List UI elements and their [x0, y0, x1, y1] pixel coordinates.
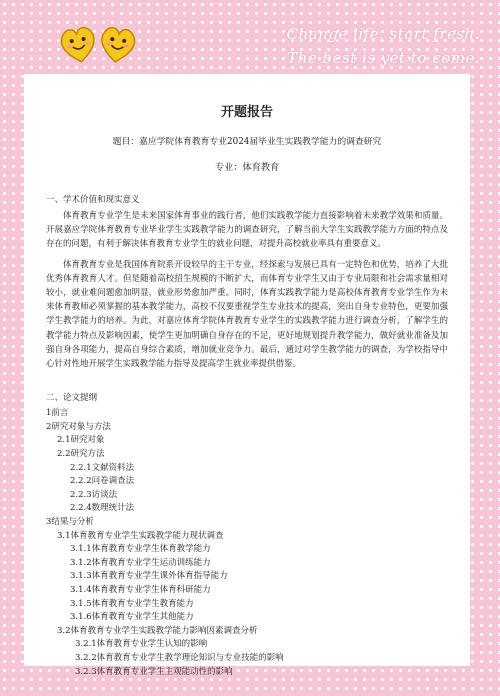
outline-item: 3.1.4体育教育专业学生体育科研能力	[70, 584, 211, 595]
outline-item: 2.2.1文献资料法	[70, 462, 135, 473]
banner-line-2: The best is yet to come.	[287, 49, 480, 67]
outline-item: 3.1.6体育教育专业学生其他能力	[70, 612, 194, 623]
section-1-paragraph: 体育教育专业是我国体育院系开设较早的主干专业，经探索与发展已具有一定特色和优势，培养了大批优秀体育教育人才。但是随着高校招生规模的不断扩大，而体育专业学生又由于专业局限和社会需求量相对较小，就业难问题愈加明显，就业形势愈加严重。同时，体育实践教学能力是高校体育教育专业学生作为未来体育教师必须掌握的基本教学能力，高校不仅要重视学生专业技术的提高，突出自身专业特色，更要加强学生教学能力的培养。为此，对嘉应体育学院体育教育专业学生的实践教学能力进行调查分析，了解学生的教学能力特点及影响因素，使学生更加明确自身存在的不足，更好地规划提升教学能力，做好就业准备及加强自身各项能力，提高自身综合素质，增加就业竞争力。最后，通过对学生教学能力的调查，为学校指导中心针对性地开展学生实践教学能力指导及提高学生就业率提供借鉴。	[46, 259, 448, 370]
document-major: 专业：体育教育	[214, 162, 280, 173]
outline-item: 2研究对象与方法	[46, 421, 111, 432]
section-1-paragraph: 体育教育专业学生是未来国家体育事业的践行者，他们实践教学能力直接影响着未来教学效果和质量。开展嘉应学院体育教育专业毕业学生实践教学能力的调查研究，了解当前大学生实践教学能力方面的特点及存在的问题，有利于解决体育教育专业学生的就业问题，对提升高校就业率具有重要意义。	[46, 211, 448, 250]
outline-item: 3.2.2体育教育专业学生教学理论知识与专业技能的影响	[75, 652, 284, 663]
outline-item: 2.2.4数理统计法	[70, 503, 135, 514]
outline-item: 3.2.1体育教育专业学生认知的影响	[75, 639, 208, 650]
outline-item: 3.1体育教育专业学生实践教学能力现状调查	[57, 530, 224, 541]
section-1-heading: 一、学术价值和现实意义	[46, 195, 140, 205]
outline-item: 2.1研究对象	[57, 435, 105, 446]
outline-item: 1前言	[46, 408, 69, 419]
banner-line-1: Change life, start fresh.	[286, 25, 480, 43]
outline-item: 3结果与分析	[46, 516, 94, 527]
outline-item: 3.1.2体育教育专业学生运动训练能力	[70, 557, 211, 568]
outline-item: 2.2.2问卷调查法	[70, 476, 135, 487]
smiling-heart-icon	[99, 26, 136, 64]
outline-item: 3.1.5体育教育专业学生教育能力	[70, 598, 194, 609]
outline-item: 2.2研究方法	[57, 449, 105, 460]
document-page	[24, 74, 470, 677]
smiling-heart-icon	[60, 26, 98, 65]
decorative-banner	[287, 22, 480, 70]
outline-item: 3.1.3体育教育专业学生课外体育指导能力	[70, 571, 228, 582]
outline-item: 3.2体育教育专业学生实践教学能力影响因素调查分析	[57, 625, 258, 636]
smiling-hearts-decoration	[58, 20, 140, 68]
outline-item: 2.2.3访谈法	[70, 489, 118, 500]
section-2-heading: 二、论文提纲	[46, 393, 98, 404]
document-title: 开题报告	[220, 105, 273, 120]
document-subtitle: 题目：嘉应学院体育教育专业2024届毕业生实践教学能力的调查研究	[112, 137, 382, 147]
outline-list	[46, 407, 448, 679]
outline-item: 3.1.1体育教育专业学生体育教学能力	[70, 544, 211, 555]
outline-item: 3.2.3体育教育专业学生主观能动性的影响	[75, 666, 233, 677]
